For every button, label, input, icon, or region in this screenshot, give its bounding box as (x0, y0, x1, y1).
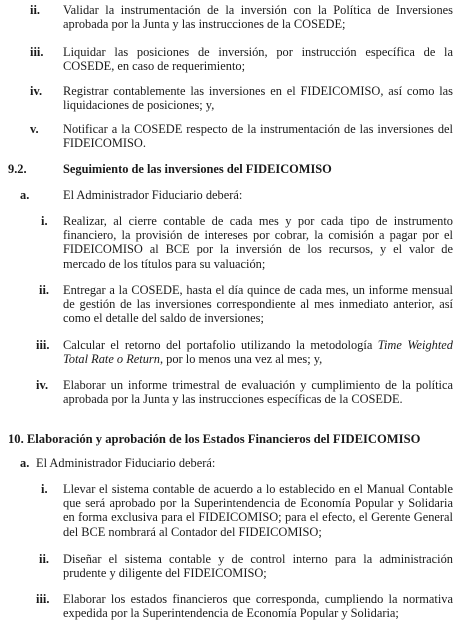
sub-text: El Administrador Fiduciario deberá: (63, 188, 243, 202)
italic-run: Time Weighted Total Rate o Return (63, 338, 453, 367)
section-number: 9.2. (8, 162, 27, 176)
item-text: Liquidar las posiciones de inversión, por instrucción específica de la COSEDE, en caso de requerimiento; (63, 45, 453, 74)
item-text: Diseñar el sistema contable y de control interno para la administración prudente y diligente del FIDEICOMISO; (63, 552, 453, 581)
sub-label: a. (20, 456, 30, 470)
item-number: iv. (30, 84, 43, 98)
item-number: ii. (30, 3, 40, 17)
item-number: v. (30, 122, 39, 136)
item-number: iii. (36, 338, 50, 352)
text-run: Calcular el retorno del portafolio utilizando la metodología (63, 338, 378, 352)
item-number: ii. (39, 283, 49, 297)
item-text: Registrar contablemente las inversiones en el FIDEICOMISO, así como las liquidaciones de posiciones; y, (63, 84, 453, 113)
item-text (63, 338, 453, 366)
item-number: i. (41, 482, 48, 496)
item-text: Elaborar los estados financieros que corresponda, cumpliendo la normativa expedida por la Superintendencia de Economía Popular y Solidaria; (63, 592, 453, 621)
section-title: Seguimiento de las inversiones del FIDEICOMISO (63, 162, 332, 176)
sub-label: a. (20, 188, 30, 202)
item-number: iii. (36, 592, 50, 606)
item-number: iii. (30, 45, 44, 59)
item-text: Elaborar un informe trimestral de evaluación y cumplimiento de la política aprobada por la Junta y las instrucciones específicas de la COSEDE. (63, 378, 453, 407)
sub-text: El Administrador Fiduciario deberá: (36, 456, 216, 470)
item-text: Notificar a la COSEDE respecto de la instrumentación de las inversiones del FIDEICOMISO. (63, 122, 453, 151)
item-text: Realizar, al cierre contable de cada mes y por cada tipo de instrumento financiero, la provisión de intereses por cobrar, la comisión a pagar por el FIDEICOMISO al BCE por la inversión de los recursos, y el valor de mercado de los títulos para su valuación; (63, 214, 453, 271)
item-text: Entregar a la COSEDE, hasta el día quince de cada mes, un informe mensual de gestión de las inversiones correspondiente al mes inmediato anterior, así como el detalle del saldo de inversiones; (63, 283, 453, 326)
item-number: iv. (36, 378, 49, 392)
item-number: ii. (39, 552, 49, 566)
item-text: Llevar el sistema contable de acuerdo a lo establecido en el Manual Contable que será aprobado por la Superintendencia de Economía Popular y Solidaria en forma exclusiva para el FIDEICOMISO; para el efecto, el Gerente General del BCE nombrará al Contador del FIDEICOMISO; (63, 482, 453, 539)
item-number: i. (41, 214, 48, 228)
text-run: , por lo menos una vez al mes; y, (159, 352, 323, 367)
item-text: Validar la instrumentación de la inversión con la Política de Inversiones aprobada por la Junta y las instrucciones de la COSEDE; (63, 3, 453, 32)
section-title: 10. Elaboración y aprobación de los Estados Financieros del FIDEICOMISO (8, 432, 421, 446)
